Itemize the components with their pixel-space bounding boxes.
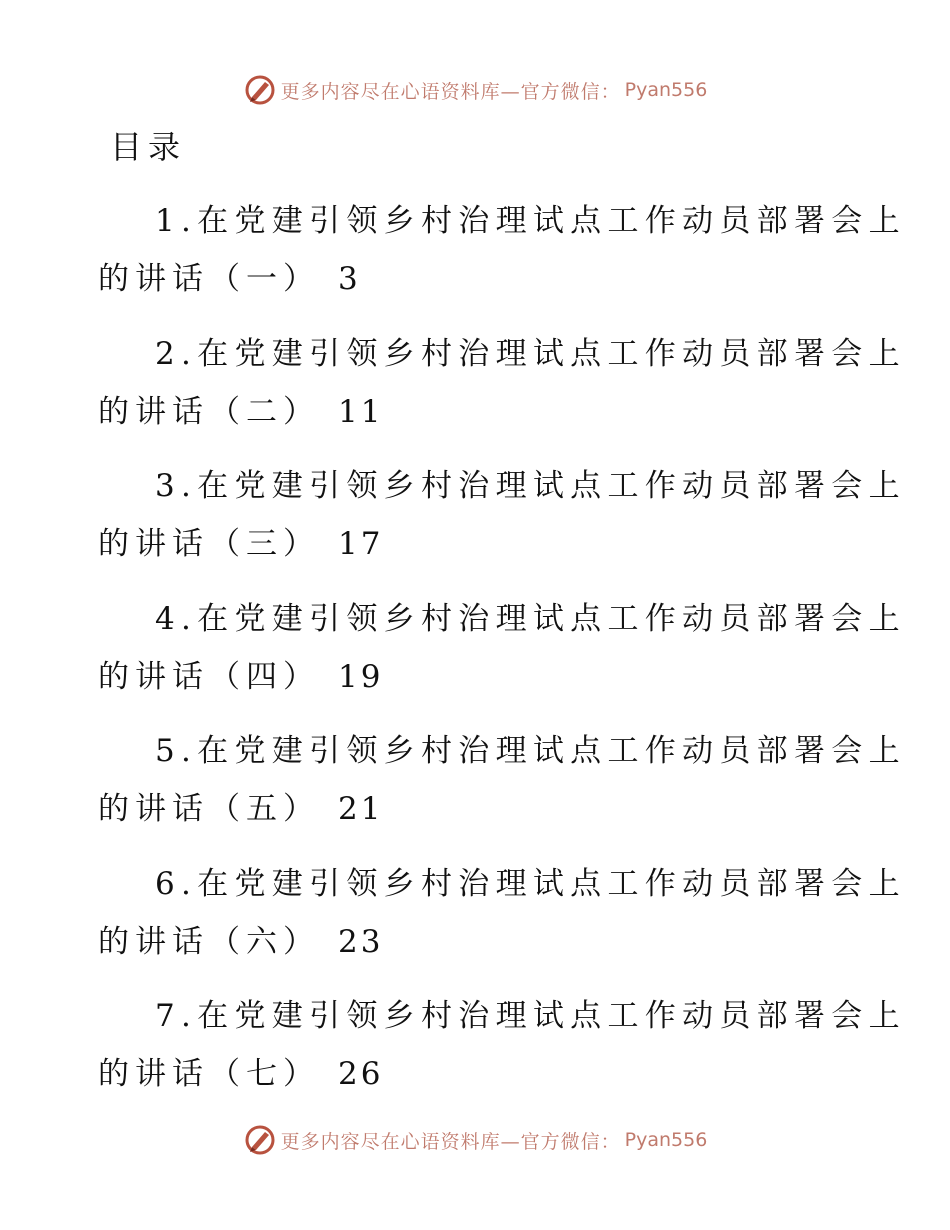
toc-page-number: 3 xyxy=(338,261,361,297)
toc-entry-subtitle: 的讲话（二） xyxy=(98,393,320,430)
toc-entry-subtitle: 的讲话（六） xyxy=(98,923,320,960)
toc-entry-title: 4.在党建引领乡村治理试点工作动员部署会上 xyxy=(155,600,906,637)
toc-entry-subtitle: 的讲话（四） xyxy=(98,658,320,695)
toc-entry-title: 3.在党建引领乡村治理试点工作动员部署会上 xyxy=(155,468,906,504)
toc-entry[interactable] xyxy=(0,328,950,461)
header-watermark xyxy=(0,70,950,110)
toc-entry-subtitle-line xyxy=(98,518,383,570)
toc-entry[interactable] xyxy=(0,858,950,991)
toc-list xyxy=(0,195,950,1123)
watermark-contact: Pyan556 xyxy=(624,79,708,101)
footer-watermark xyxy=(0,1120,950,1160)
toc-entry[interactable] xyxy=(0,725,950,858)
toc-entry-title: 5.在党建引领乡村治理试点工作动员部署会上 xyxy=(155,733,906,769)
toc-entry-subtitle: 的讲话（一） xyxy=(98,261,320,297)
toc-entry-subtitle: 的讲话（三） xyxy=(98,526,320,562)
toc-page-number: 11 xyxy=(338,393,384,430)
toc-entry-subtitle-line xyxy=(98,651,383,703)
toc-entry-title: 6.在党建引领乡村治理试点工作动员部署会上 xyxy=(155,865,906,902)
toc-page-number: 26 xyxy=(338,1056,384,1092)
toc-title: 目录 xyxy=(110,128,187,166)
toc-entry-title: 2.在党建引领乡村治理试点工作动员部署会上 xyxy=(155,335,906,372)
toc-entry[interactable] xyxy=(0,990,950,1123)
toc-entry[interactable] xyxy=(0,195,950,328)
toc-entry-subtitle: 的讲话（五） xyxy=(98,791,320,827)
toc-entry-subtitle-line xyxy=(98,1048,383,1100)
toc-entry[interactable] xyxy=(0,460,950,593)
toc-entry[interactable] xyxy=(0,593,950,726)
watermark-contact: Pyan556 xyxy=(624,1129,708,1151)
pen-logo-icon xyxy=(243,1123,277,1157)
watermark-text: 更多内容尽在心语资料库—官方微信： xyxy=(280,80,621,103)
toc-page-number: 17 xyxy=(338,526,384,562)
toc-entry-subtitle-line xyxy=(98,253,361,305)
toc-entry-subtitle: 的讲话（七） xyxy=(98,1056,320,1092)
toc-page-number: 19 xyxy=(338,658,384,695)
toc-entry-subtitle-line xyxy=(98,916,383,968)
toc-page-number: 21 xyxy=(338,791,384,827)
watermark-text: 更多内容尽在心语资料库—官方微信： xyxy=(280,1130,621,1153)
pen-logo-icon xyxy=(243,73,277,107)
toc-entry-subtitle-line xyxy=(98,386,383,438)
toc-entry-subtitle-line xyxy=(98,783,383,835)
toc-page-number: 23 xyxy=(338,923,384,960)
toc-entry-title: 7.在党建引领乡村治理试点工作动员部署会上 xyxy=(155,998,906,1034)
toc-entry-title: 1.在党建引领乡村治理试点工作动员部署会上 xyxy=(155,203,906,239)
